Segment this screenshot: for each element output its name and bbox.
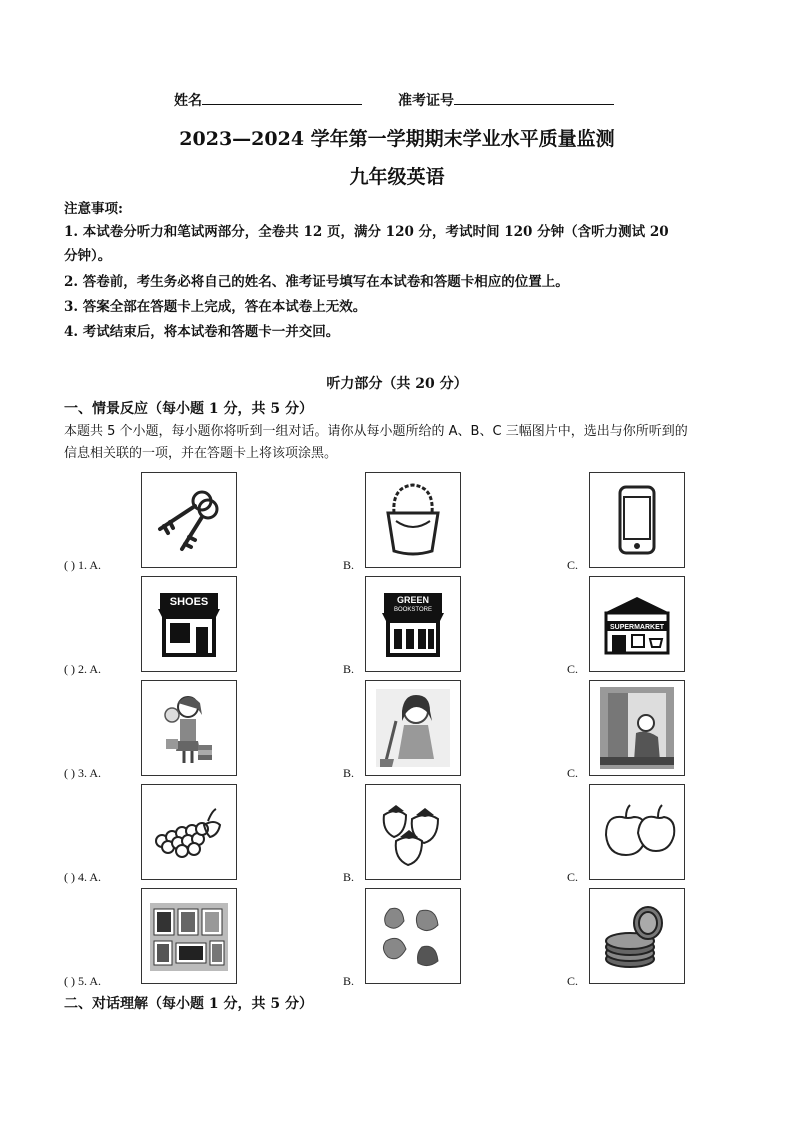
grapes-icon [142,785,236,879]
note-item: 4. 考试结束后，将本试卷和答题卡一并交回。 [64,324,340,340]
listening-part-title: 听力部分（共 20 分） [326,376,468,392]
name-label: 姓名 [174,93,202,109]
keys-icon [142,473,236,567]
handbag-icon [366,473,460,567]
supermarket-icon [590,577,684,671]
question-1-label: ( ) 1. A. [64,558,101,572]
option-2c[interactable] [589,576,685,672]
name-blank[interactable] [202,90,362,105]
option-c-label: C. [567,870,579,884]
woman-at-window-image [590,681,684,775]
girl-sweeping-image [366,681,460,775]
girl-with-books-image [142,681,236,775]
notes-heading: 注意事项: [64,201,123,217]
bookstore-sign: BOOKSTORE [394,607,432,613]
green-sign: GREEN [396,595,430,605]
option-b-label: B. [343,974,355,988]
strawberries-icon [366,785,460,879]
section1-intro [64,421,744,465]
mobile-phone-icon [590,473,684,567]
question-4-label: ( ) 4. A. [64,870,101,884]
note-item: 1. 本试卷分听力和笔试两部分，全卷共 12 页，满分 120 分，考试时间 120 分钟（含听力测试 20 [64,224,669,240]
option-b-label: B. [343,558,355,572]
option-c-label: C. [567,558,579,572]
option-b-label: B. [343,870,355,884]
exam-title: 2023—2024 学年第一学期期末学业水平质量监测 [179,128,615,150]
question-3-label: ( ) 3. A. [64,766,101,780]
bookstore-icon [366,577,460,671]
exam-number-blank[interactable] [454,90,614,105]
option-4c[interactable] [589,784,685,880]
option-5c[interactable] [589,888,685,984]
option-2a[interactable] [141,576,237,672]
option-2b[interactable] [365,576,461,672]
option-1a[interactable] [141,472,237,568]
question-5-label: ( ) 5. A. [64,974,101,988]
option-c-label: C. [567,974,579,988]
option-c-label: C. [567,662,579,676]
name-field [174,90,362,110]
option-1c[interactable] [589,472,685,568]
option-c-label: C. [567,766,579,780]
intro-line: 信息相关联的一项，并在答题卡上将该项涂黑。 [64,446,338,461]
option-4b[interactable] [365,784,461,880]
apples-icon [590,785,684,879]
coins-image [590,889,684,983]
option-3b[interactable] [365,680,461,776]
option-b-label: B. [343,662,355,676]
note-item: 分钟）。 [64,248,112,264]
section1-title: 一、情景反应（每小题 1 分，共 5 分） [64,401,313,417]
stamps-image [142,889,236,983]
note-item: 2. 答卷前，考生务必将自己的姓名、准考证号填写在本试卷和答题卡相应的位置上。 [64,274,569,290]
option-b-label: B. [343,766,355,780]
option-5a[interactable] [141,888,237,984]
leaves-image [366,889,460,983]
exam-subtitle: 九年级英语 [349,166,445,188]
question-2-label: ( ) 2. A. [64,662,101,676]
option-1b[interactable] [365,472,461,568]
section2-title: 二、对话理解（每小题 1 分，共 5 分） [64,996,313,1012]
option-3a[interactable] [141,680,237,776]
exam-number-label: 准考证号 [398,93,454,109]
intro-line: 本题共 5 个小题，每小题你将听到一组对话。请你从每小题所给的 A、B、C 三幅图片中，选出与你所听到的 [64,424,688,439]
option-3c[interactable] [589,680,685,776]
exam-number-field [398,90,614,110]
option-5b[interactable] [365,888,461,984]
note-item: 3. 答案全部在答题卡上完成，答在本试卷上无效。 [64,299,367,315]
supermarket-sign: SUPERMARKET [609,624,665,631]
option-4a[interactable] [141,784,237,880]
shoe-store-icon [142,577,236,671]
shoes-sign: SHOES [169,596,209,608]
